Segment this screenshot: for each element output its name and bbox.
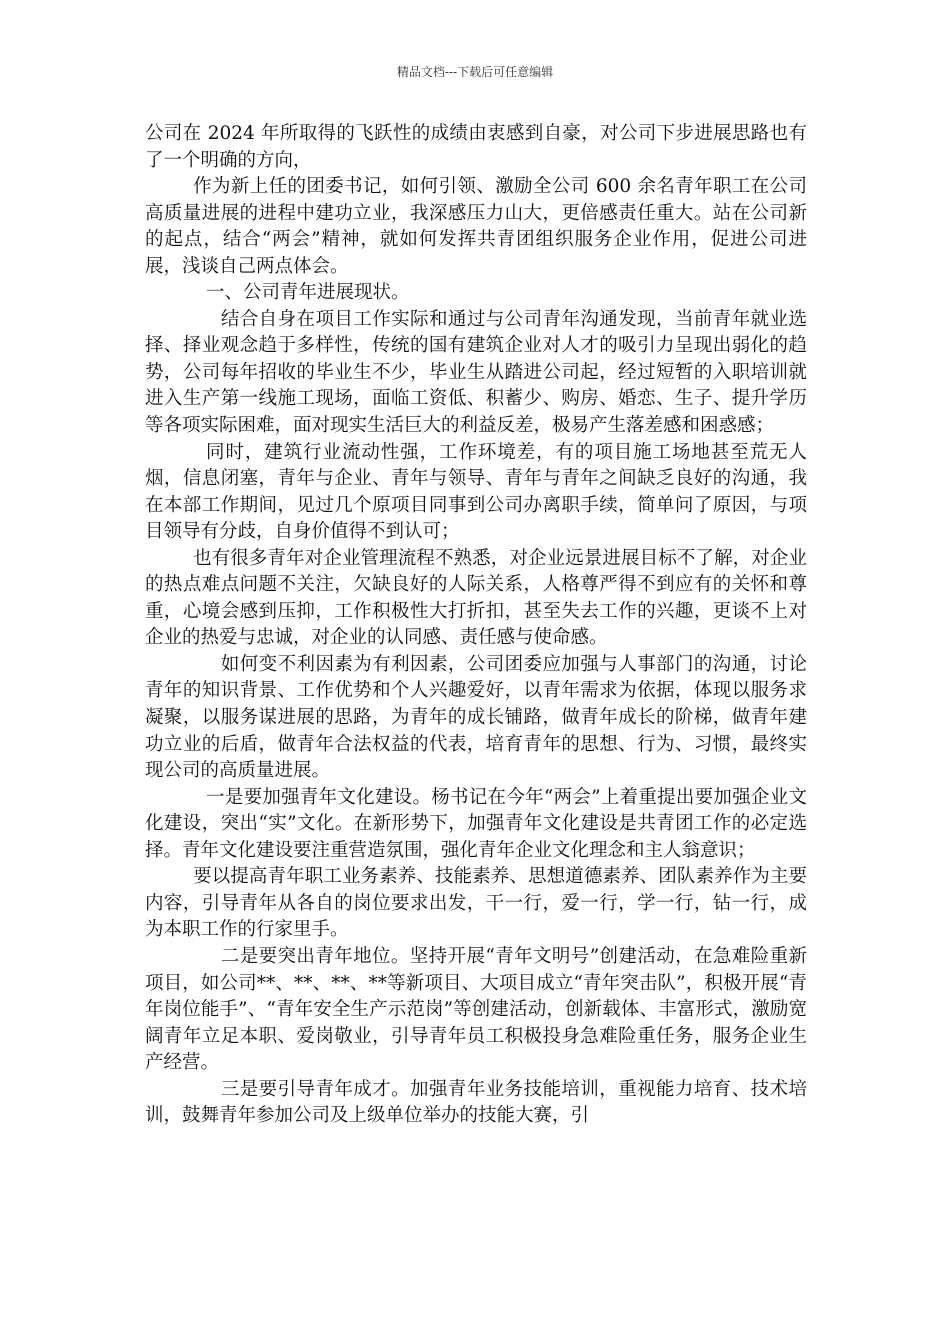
paragraph: 三是要引导青年成才。加强青年业务技能培训，重视能力培育、技术培训，鼓舞青年参加公司及上级单位举办的技能大赛，引 [145,1078,807,1127]
paragraph: 也有很多青年对企业管理流程不熟悉，对企业远景进展目标不了解，对企业的热点难点问题不关注，欠缺良好的人际关系，人格尊严得不到应有的关怀和尊重，心境会感到压抑，工作积极性大打折扣，甚至失去工作的兴趣，更谈不上对企业的热爱与忠诚，对企业的认同感、责任感与使命感。 [145,547,807,649]
document-body [145,121,807,1130]
paragraph: 如何变不利因素为有利因素，公司团委应加强与人事部门的沟通，讨论青年的知识背景、工作优势和个人兴趣爱好，以青年需求为依据，体现以服务求凝聚，以服务谋进展的思路，为青年的成长铺路，做青年成长的阶梯，做青年建功立业的后盾，做青年合法权益的代表，培育青年的思想、行为、习惯，最终实现公司的高质量进展。 [145,653,807,782]
paragraph: 二是要突出青年地位。坚持开展“青年文明号”创建活动，在急难险重新项目，如公司**、**、**、**等新项目、大项目成立“青年突击队”，积极开展“青年岗位能手”、“青年安全生产示范岗”等创建活动，创新载体、丰富形式，激励宽阔青年立足本职、爱岗敬业，引导青年员工积极投身急难险重任务，服务企业生产经营。 [145,945,807,1074]
page-header: 精品文档---下载后可任意编辑 [396,65,554,79]
paragraph: 作为新上任的团委书记，如何引领、激励全公司 600 余名青年职工在公司高质量进展的进程中建功立业，我深感压力山大，更倍感责任重大。站在公司新的起点，结合“两会”精神，就如何发挥共青团组织服务企业作用，促进公司进展，浅谈自己两点体会。 [145,176,807,277]
paragraph: 一是要加强青年文化建设。杨书记在今年“两会”上着重提出要加强企业文化建设，突出“实”文化。在新形势下，加强青年文化建设是共青团工作的必定选择。青年文化建设要注重营造氛围，强化青年企业文化理念和主人翁意识； [145,786,807,861]
paragraph: 要以提高青年职工业务素养、技能素养、思想道德素养、团队素养作为主要内容，引导青年从各自的岗位要求出发，干一行，爱一行，学一行，钻一行，成为本职工作的行家里手。 [145,866,807,941]
paragraph: 同时，建筑行业流动性强，工作环境差，有的项目施工场地甚至荒无人烟，信息闭塞，青年与企业、青年与领导、青年与青年之间缺乏良好的沟通，我在本部工作期间，见过几个原项目同事到公司办离职手续，简单问了原因，与项目领导有分歧，自身价值得不到认可； [145,441,807,543]
paragraph: 结合自身在项目工作实际和通过与公司青年沟通发现，当前青年就业选择、择业观念趋于多样性，传统的国有建筑企业对人才的吸引力呈现出弱化的趋势，公司每年招收的毕业生不少，毕业生从踏进公司起，经过短暂的入职培训就进入生产第一线施工现场，面临工资低、积蓄少、购房、婚恋、生子、提升学历等各项实际困难，面对现实生活巨大的利益反差，极易产生落差感和困惑感； [145,308,807,437]
paragraph: 公司在 2024 年所取得的飞跃性的成绩由衷感到自豪，对公司下步进展思路也有了一个明确的方向， [145,123,807,171]
section-heading: 一、公司青年进展现状。 [206,282,410,304]
